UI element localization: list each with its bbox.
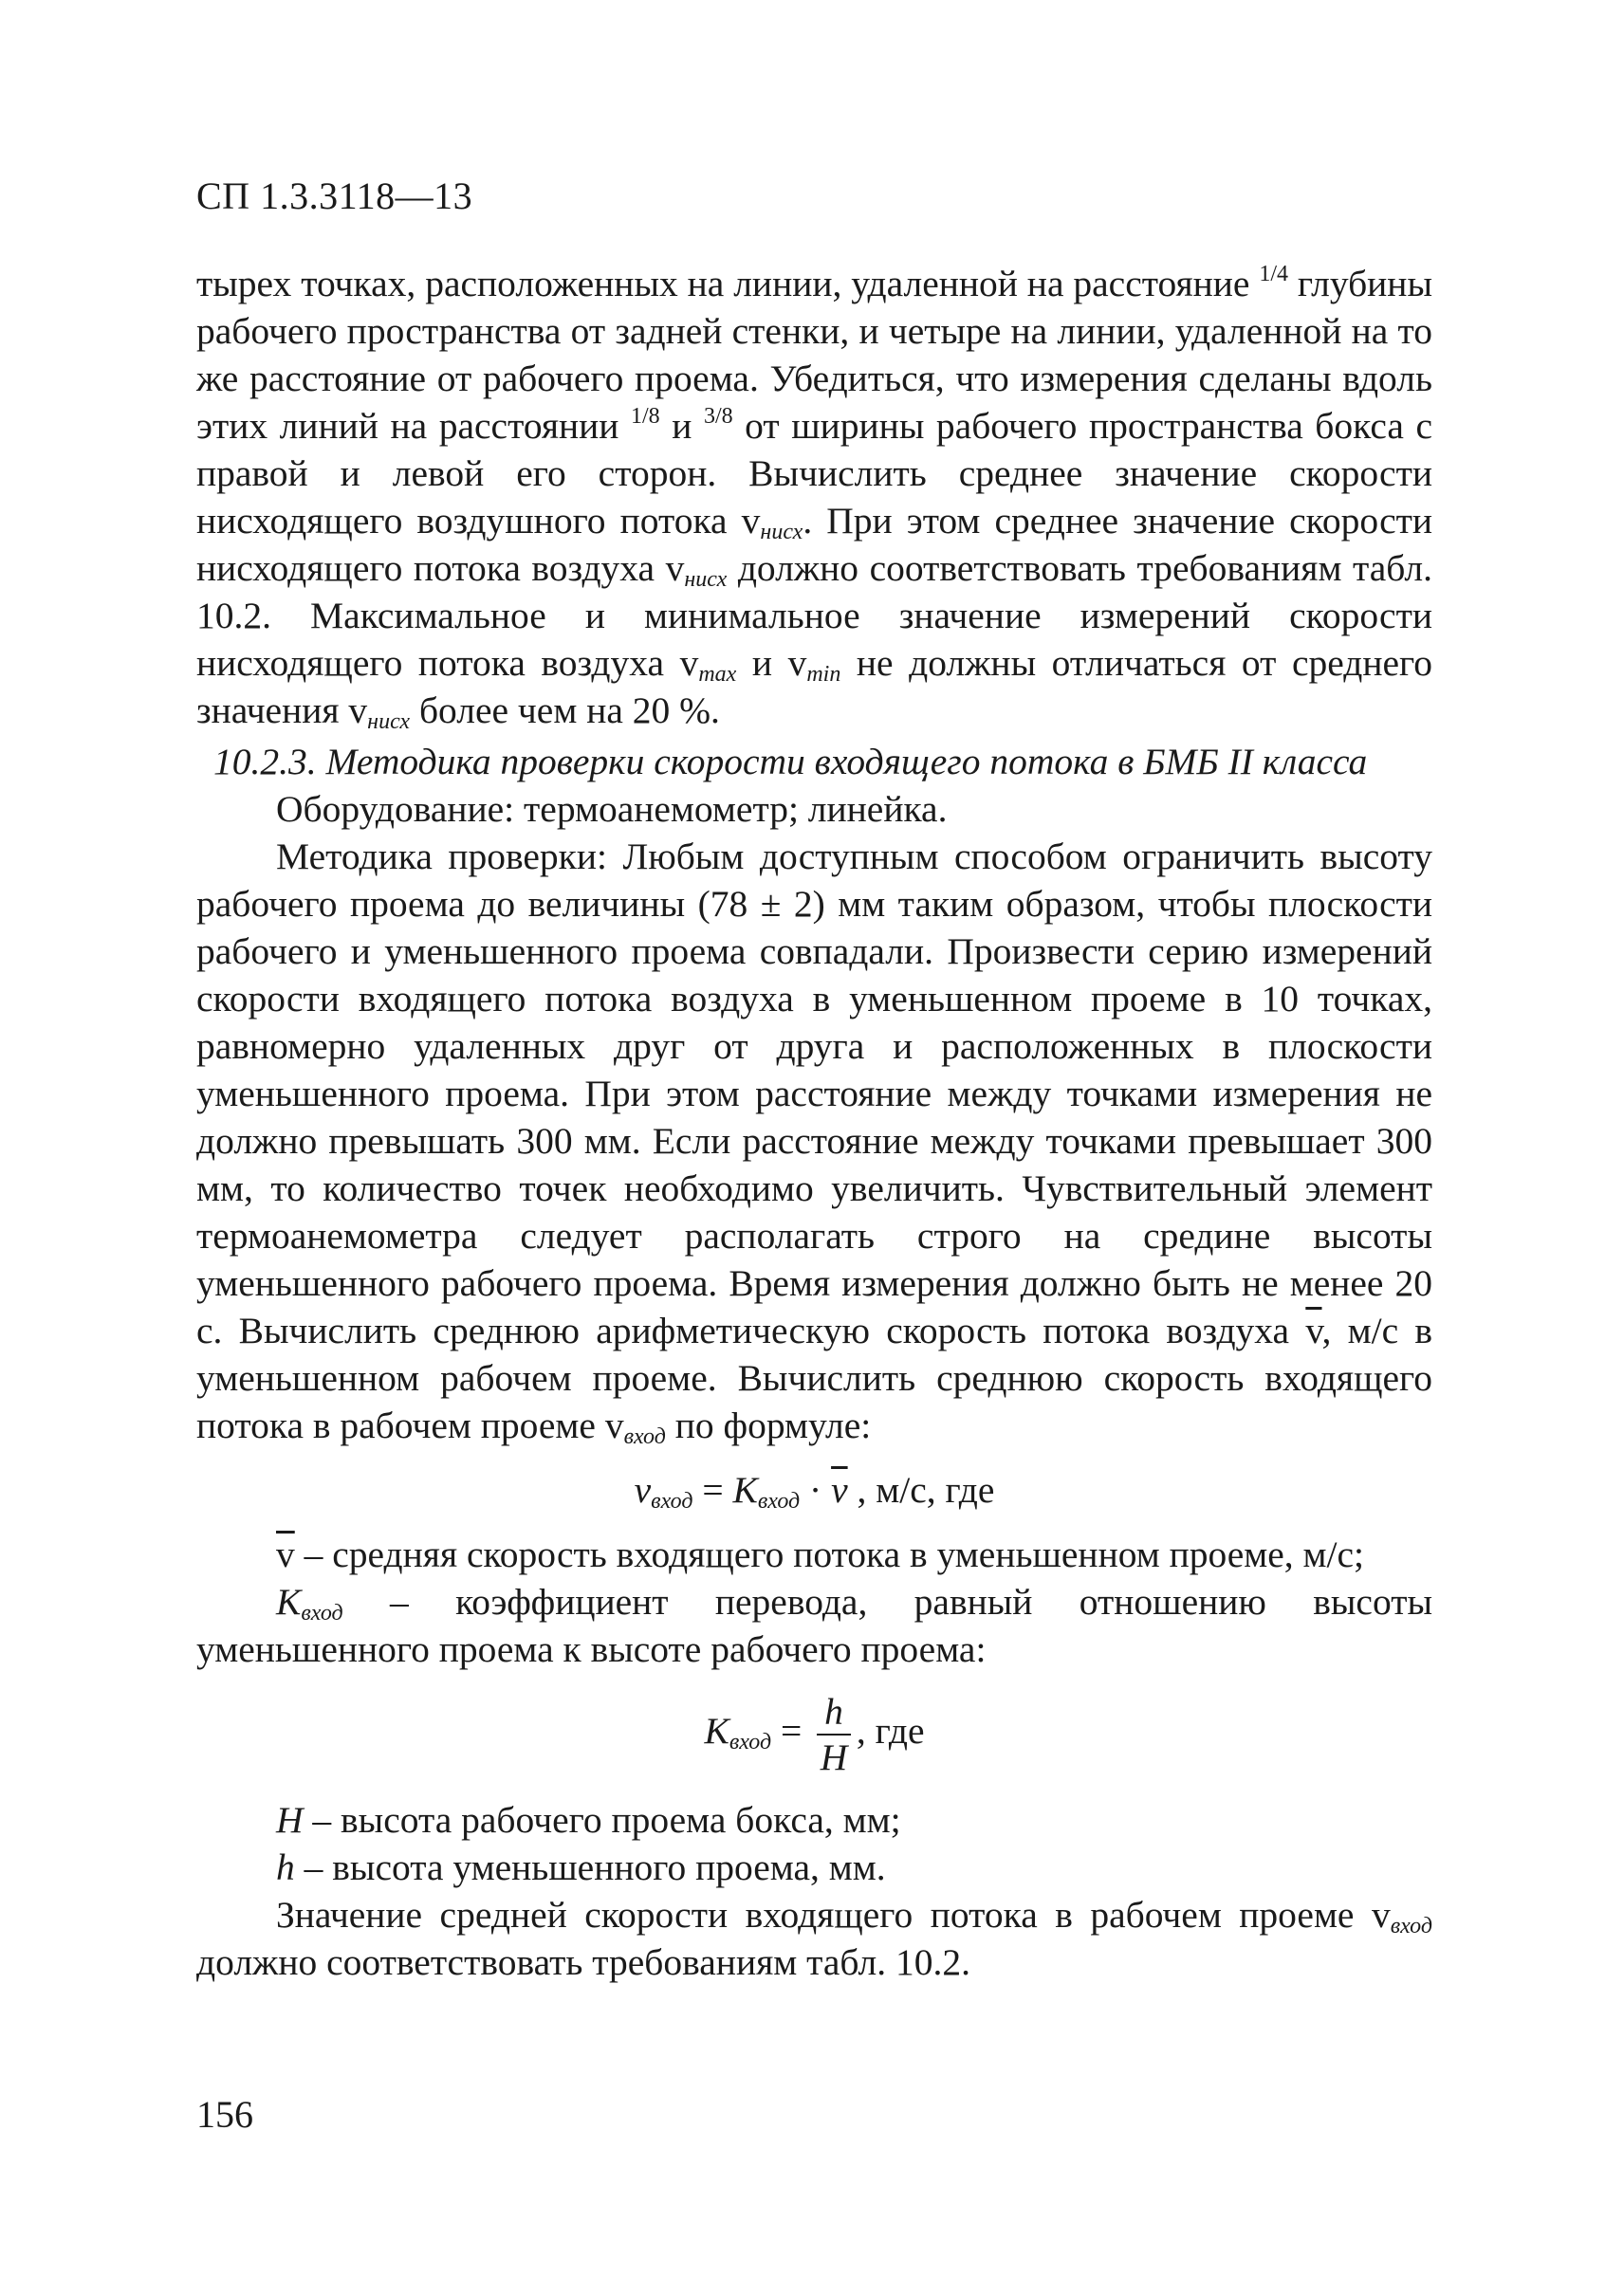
definition-h-lower: h – высота уменьшенного проема, мм. <box>276 1846 886 1888</box>
formula-inlet-velocity: $v_{вход} = K_{вход} \cdot \overline{v}$ , м/с, где <box>634 1469 995 1514</box>
definition-h-upper: H – высота рабочего проема бокса, мм; <box>276 1799 901 1841</box>
paragraph-equipment: Оборудование: термоанемометр; линейка. <box>276 788 948 830</box>
fraction: $\frac{h}{H}$ <box>817 1690 851 1779</box>
paragraph-measurement-points: тырех точках, расположенных на линии, удаленной на расстояние $^{1/4}$ глубины рабочего пространства от задней стенки, и четыре на линии, удаленной на то же расстояние от рабочего проема. Убедиться, что измерения сделаны вдоль этих линий на расстоянии $^{1/8}$ и $^{3/8}$ от ширины рабочего пространства бокса с правой и левой его сторон. Вычислить среднее значение скорости нисходящего воздушного потока $v_{нисх}$. При этом среднее значение скорости нисходящего потока воздуха $v_{нисх}$ должно соответствовать требованиям табл. 10.2. Максимальное и минимальное значение измерений скорости нисходящего потока воздуха $v_{max}$ и $v_{min}$ не должны отличаться от среднего значения $v_{нисх}$ более чем на 20 %. <box>196 262 1432 734</box>
page-header: СП 1.3.3118—13 <box>196 174 473 217</box>
definition-k: $K_{вход}$ – коэффициент перевода, равный отношению высоты уменьшенного проема к высоте рабочего проема: <box>196 1581 1432 1670</box>
page-number: 156 <box>196 2093 253 2136</box>
paragraph-final: Значение средней скорости входящего потока в рабочем проеме $v_{вход}$ должно соответствовать требованиям табл. 10.2. <box>196 1894 1432 1983</box>
definition-v-bar: $\overline{v}$ – средняя скорость входящего потока в уменьшенном проеме, м/с; <box>276 1534 1364 1575</box>
formula-k-ratio: $K_{вход}$ = $\frac{h}{H}$ , где <box>704 1691 925 1778</box>
paragraph-method: Методика проверки: Любым доступным способом ограничить высоту рабочего проема до величины (78 ± 2) мм таким образом, чтобы плоскости рабочего и уменьшенного проема совпадали. Произвести серию измерений скорости входящего потока воздуха в уменьшенном проеме в 10 точках, равномерно удаленных друг от друга и расположенных в плоскости уменьшенного проема. При этом расстояние между точками измерения не должно превышать 300 мм. Если расстояние между точками превышает 300 мм, то количество точек необходимо увеличить. Чувствительный элемент термоанемометра следует располагать строго на средине высоты уменьшенного рабочего проема. Время измерения должно быть не менее 20 с. Вычислить среднюю арифметическую скорость потока воздуха $\overline{v}$, м/с в уменьшенном рабочем проеме. Вычислить среднюю скорость входящего потока в рабочем проеме $v_{вход}$ по формуле: <box>196 836 1433 1449</box>
body-text <box>196 260 1432 1986</box>
section-heading: 10.2.3. Методика проверки скорости входящего потока в БМБ II класса <box>213 741 1368 782</box>
